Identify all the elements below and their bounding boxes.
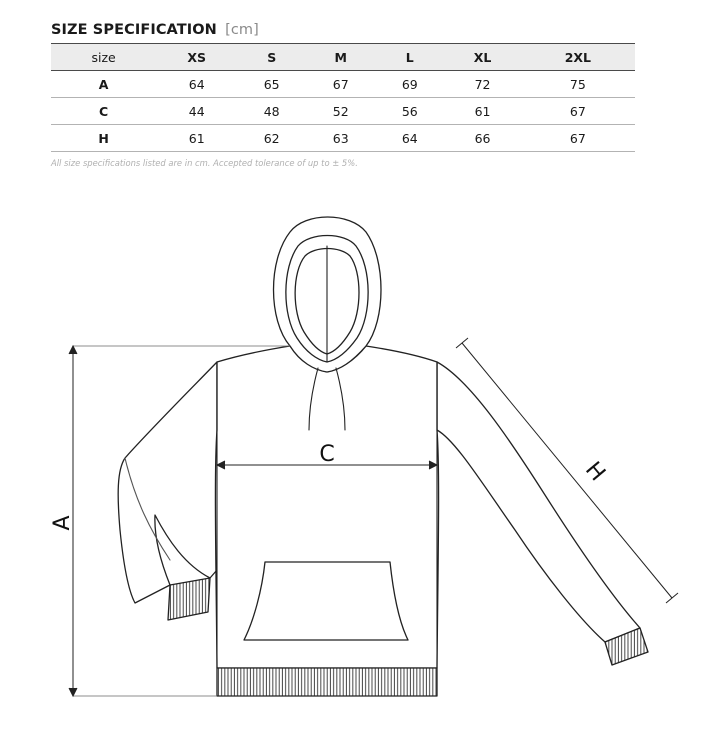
table-cell: 65 xyxy=(237,71,306,98)
measure-a-arrow-top xyxy=(69,346,77,354)
label-a: A xyxy=(50,515,75,531)
row-label: C xyxy=(51,98,156,125)
left-cuff xyxy=(168,578,210,620)
left-sleeve xyxy=(118,362,217,603)
table-cell: 64 xyxy=(375,125,444,152)
table-cell: 63 xyxy=(306,125,375,152)
table-cell: 67 xyxy=(306,71,375,98)
table-cell: 67 xyxy=(521,98,635,125)
measure-h-end-bottom xyxy=(666,593,678,603)
table-cell: 56 xyxy=(375,98,444,125)
header-m: M xyxy=(306,44,375,71)
header-2xl: 2XL xyxy=(521,44,635,71)
header-xs: XS xyxy=(156,44,237,71)
kangaroo-pocket xyxy=(244,562,408,640)
table-cell: 44 xyxy=(156,98,237,125)
header-l: L xyxy=(375,44,444,71)
measure-h-end-top xyxy=(456,338,468,348)
row-label: A xyxy=(51,71,156,98)
waist-band xyxy=(217,668,437,696)
label-h: H xyxy=(580,457,610,487)
table-cell: 61 xyxy=(444,98,520,125)
label-c: C xyxy=(319,442,335,467)
table-cell: 75 xyxy=(521,71,635,98)
header-size: size xyxy=(51,44,156,71)
table-cell: 67 xyxy=(521,125,635,152)
table-cell: 66 xyxy=(444,125,520,152)
table-cell: 72 xyxy=(444,71,520,98)
table-cell: 52 xyxy=(306,98,375,125)
row-label: H xyxy=(51,125,156,152)
spec-title-unit: [cm] xyxy=(225,22,259,38)
header-xl: XL xyxy=(444,44,520,71)
table-cell: 48 xyxy=(237,98,306,125)
table-cell: 64 xyxy=(156,71,237,98)
table-cell: 69 xyxy=(375,71,444,98)
tolerance-note: All size specifications listed are in cm. Accepted tolerance of up to ± 5%. xyxy=(51,158,358,168)
measure-a-arrow-bottom xyxy=(69,688,77,696)
table-cell: 61 xyxy=(156,125,237,152)
header-s: S xyxy=(237,44,306,71)
table-cell: 62 xyxy=(237,125,306,152)
right-sleeve xyxy=(437,362,640,642)
spec-title-main: SIZE SPECIFICATION xyxy=(51,22,217,38)
